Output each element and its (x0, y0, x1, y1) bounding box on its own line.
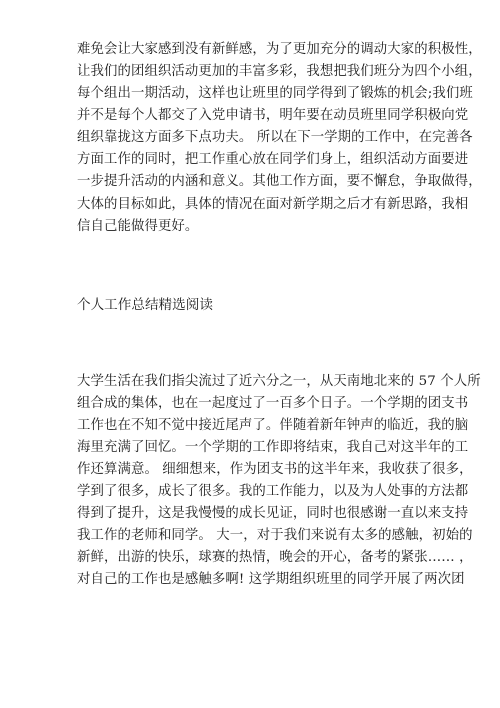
paragraph-2-line-3: 工作也在不知不觉中接近尾声了。伴随着新年钟声的临近，我的脑 (77, 418, 469, 433)
paragraph-1-line-4: 并不是每个人都交了入党申请书，明年要在动员班里同学积极向党 (77, 108, 469, 123)
paragraph-2-line-8: 我工作的老师和同学。 大一，对于我们来说有太多的感触，初始的 (77, 528, 473, 543)
paragraph-1-line-8: 大体的目标如此，具体的情况在面对新学期之后才有新思路，我相 (77, 197, 469, 212)
paragraph-2-line-1: 大学生活在我们指尖流过了近六分之一，从天南地北来的 57 个人所 (77, 374, 481, 389)
paragraph-2-line-9: 新鲜，出游的快乐，球赛的热情，晚会的开心，备考的紧张…… ， (77, 550, 473, 565)
paragraph-2-line-5: 作还算满意。 细细想来，作为团支书的这半年来，我收获了很多， (77, 462, 473, 477)
paragraph-1-line-9: 信自己能做得更好。 (77, 219, 199, 234)
section-heading: 个人工作总结精选阅读 (77, 297, 213, 313)
paragraph-1-line-7: 一步提升活动的内涵和意义。其他工作方面，要不懈怠，争取做得， (77, 174, 482, 189)
paragraph-1-line-3: 每个组出一期活动，这样也让班里的同学得到了锻炼的机会;我们班 (77, 86, 473, 101)
paragraph-2-line-4: 海里充满了回忆。一个学期的工作即将结束，我自己对这半年的工 (77, 440, 469, 455)
paragraph-1-line-1: 难免会让大家感到没有新鲜感，为了更加充分的调动大家的积极性， (77, 42, 482, 57)
paragraph-1-line-6: 方面工作的同时，把工作重心放在同学们身上，组织活动方面要进 (77, 152, 469, 167)
paragraph-2-line-7: 得到了提升，这是我慢慢的成长见证，同时也很感谢一直以来支持 (77, 506, 469, 521)
paragraph-1-line-5: 组织靠拢这方面多下点功夫。 所以在下一学期的工作中，在完善各 (77, 130, 473, 145)
paragraph-1-line-2: 让我们的团组织活动更加的丰富多彩，我想把我们班分为四个小组， (77, 64, 482, 79)
paragraph-2-line-2: 组合成的集体，也在一起度过了一百多个日子。一个学期的团支书 (77, 396, 469, 411)
paragraph-2-line-10: 对自己的工作也是感触多啊! 这学期组织班里的同学开展了两次团 (77, 572, 465, 587)
paragraph-2-line-6: 学到了很多，成长了很多。我的工作能力，以及为人处事的方法都 (77, 484, 469, 499)
